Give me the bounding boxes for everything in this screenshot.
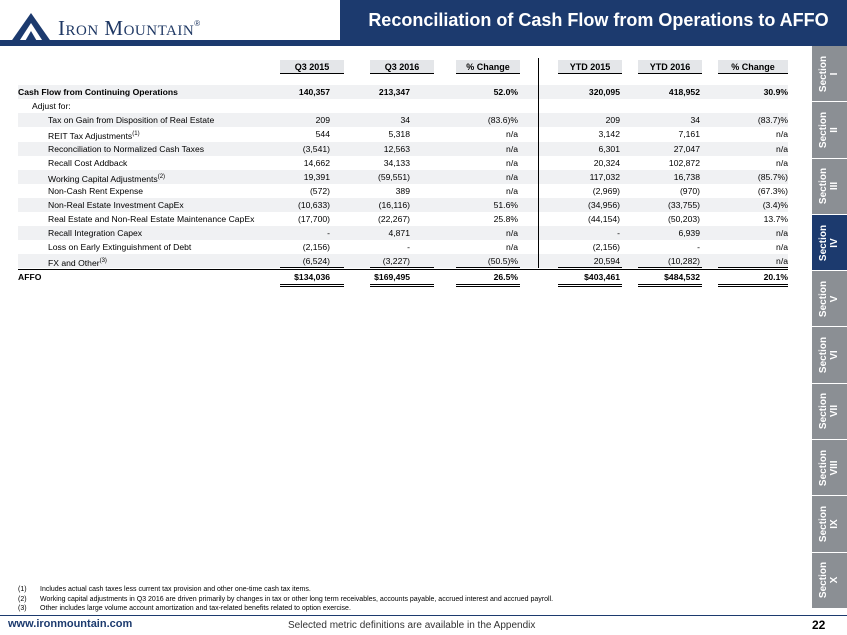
column-header: Q3 2016 (370, 60, 434, 74)
table-cell: (572) (309, 186, 330, 196)
table-cell: 3,142 (598, 129, 620, 139)
table-cell: 26.5% (493, 272, 518, 282)
table-cell: 14,662 (303, 158, 330, 168)
table-cell: $134,036 (294, 272, 330, 282)
table-cell: (10,633) (297, 200, 330, 210)
table-cell: n/a (506, 186, 518, 196)
table-cell: 117,032 (589, 172, 620, 182)
row-label (48, 127, 140, 143)
section-tab-v[interactable] (812, 271, 847, 327)
section-separator (538, 58, 539, 268)
table-cell: 209 (605, 115, 620, 125)
table-cell: 544 (315, 129, 330, 139)
section-number: V (829, 295, 841, 303)
section-number: X (829, 576, 841, 584)
table-cell: 16,738 (673, 172, 700, 182)
table-cell: 213,347 (378, 87, 410, 97)
section-tab-vi[interactable] (812, 327, 847, 383)
section-number: III (829, 182, 841, 191)
subtotal-rule (280, 267, 344, 268)
row-label-text: Reconciliation to Normalized Cash Taxes (48, 144, 205, 154)
table-row (18, 156, 788, 170)
row-label (48, 254, 107, 270)
table-row (18, 99, 788, 113)
table-cell: 30.9% (763, 87, 788, 97)
table-row (18, 170, 788, 184)
column-header: % Change (718, 60, 788, 74)
section-tab-label (819, 168, 841, 204)
table-cell: 6,939 (678, 228, 700, 238)
table-cell: 20.1% (763, 272, 788, 282)
table-cell: n/a (776, 228, 788, 238)
table-cell: (85.7%) (757, 172, 788, 182)
section-nav (812, 46, 847, 609)
table-cell: (22,267) (377, 214, 410, 224)
table-cell: (50.5)% (487, 256, 518, 266)
row-label-text: Adjust for: (32, 101, 71, 111)
footnotes (18, 585, 553, 614)
row-label (18, 85, 178, 99)
section-tab-iii[interactable] (812, 159, 847, 215)
table-row (18, 254, 788, 268)
section-tab-label (819, 450, 841, 486)
table-cell: 5,318 (388, 129, 410, 139)
row-label (32, 99, 71, 113)
section-tab-label (819, 112, 841, 148)
table-cell: 418,952 (668, 87, 700, 97)
section-tab-iv[interactable] (812, 215, 847, 271)
row-label-text: Non-Cash Rent Expense (48, 186, 144, 196)
table-cell: $169,495 (374, 272, 410, 282)
footnote (18, 604, 553, 614)
column-header: Q3 2015 (280, 60, 344, 74)
table-cell: n/a (776, 144, 788, 154)
total-double-rule (638, 284, 702, 287)
row-label-text: Cash Flow from Continuing Operations (18, 87, 178, 97)
section-tab-label (819, 337, 841, 373)
footer-url[interactable]: www.ironmountain.com (8, 618, 133, 630)
footer-note: Selected metric definitions are available in the Appendix (288, 620, 536, 631)
table-cell: 102,872 (668, 158, 700, 168)
table-cell: 320,095 (588, 87, 620, 97)
subtotal-rule (558, 267, 622, 268)
page-title: Reconciliation of Cash Flow from Operations to AFFO (340, 0, 847, 40)
table-row (18, 226, 788, 240)
footnote-number: (3) (18, 605, 27, 612)
row-label-text: Loss on Early Extinguishment of Debt (48, 242, 192, 252)
table-cell: (2,969) (592, 186, 620, 196)
footnote-ref: (1) (132, 131, 140, 137)
footnote-ref: (3) (99, 258, 107, 264)
table-cell: n/a (776, 256, 788, 266)
section-tab-label (819, 506, 841, 542)
table-cell: (3,227) (382, 256, 410, 266)
section-tab-ii[interactable] (812, 102, 847, 158)
row-label-text: REIT Tax Adjustments (48, 130, 133, 141)
section-word: Section (818, 168, 830, 205)
table-cell: (83.6)% (487, 115, 518, 125)
total-double-rule (456, 284, 520, 287)
table-cell: 20,324 (593, 158, 620, 168)
section-word: Section (818, 393, 830, 430)
section-word: Section (818, 280, 830, 317)
table-cell: (970) (679, 186, 700, 196)
row-label (48, 212, 254, 226)
row-label (48, 156, 127, 170)
table-cell: 27,047 (673, 144, 700, 154)
table-row (18, 85, 788, 99)
section-number: I (829, 72, 841, 76)
table-cell: (6,524) (302, 256, 330, 266)
table-cell: 4,871 (388, 228, 410, 238)
footnote-number: (1) (18, 586, 27, 593)
table-cell: (67.3%) (757, 186, 788, 196)
section-word: Section (818, 111, 830, 148)
table-cell: (50,203) (667, 214, 700, 224)
total-double-rule (718, 284, 788, 287)
logo-text: Iron Mountain (58, 15, 195, 40)
row-label-text: Real Estate and Non-Real Estate Maintenance CapEx (48, 214, 255, 224)
section-tab-label (819, 393, 841, 429)
table-row (18, 127, 788, 141)
row-label (18, 270, 41, 284)
table-cell: (10,282) (667, 256, 700, 266)
table-cell: 13.7% (763, 214, 788, 224)
footnote-number: (2) (18, 595, 27, 603)
section-tab-label (819, 56, 841, 92)
section-tab-x[interactable] (812, 553, 847, 609)
section-tab-label (819, 224, 841, 260)
table-cell: n/a (506, 242, 518, 252)
row-label (48, 198, 184, 212)
row-label-text: FX and Other (48, 257, 100, 268)
table-cell: (2,156) (302, 242, 330, 252)
column-header: YTD 2016 (638, 60, 702, 74)
row-label (48, 184, 143, 198)
table-cell: (16,116) (378, 200, 410, 210)
table-row (18, 113, 788, 127)
footnote (18, 595, 553, 605)
section-number: II (829, 127, 841, 133)
table-cell: 140,357 (298, 87, 330, 97)
footnote-text: Working capital adjustments in Q3 2016 are driven primarily by changes in tax or other long term receivables, accounts payable, accrued interest and accrued payroll. (40, 595, 554, 603)
table-row (18, 270, 788, 284)
table-cell: 51.6% (493, 200, 518, 210)
total-double-rule (280, 284, 344, 287)
table-cell: 34 (400, 115, 410, 125)
table-row (18, 212, 788, 226)
table-cell: 52.0% (493, 87, 518, 97)
section-tab-label (819, 281, 841, 317)
section-tab-viii[interactable] (812, 440, 847, 496)
total-double-rule (558, 284, 622, 287)
table-cell: - (617, 228, 620, 238)
row-label-text: Recall Cost Addback (48, 158, 128, 168)
section-word: Section (818, 562, 830, 599)
table-row (18, 198, 788, 212)
footnote-text: Other includes large volume account amortization and tax-related benefits related to option exercise. (40, 605, 351, 612)
section-word: Section (818, 224, 830, 261)
table-cell: - (327, 228, 330, 238)
table-cell: (34,956) (587, 200, 620, 210)
total-double-rule (370, 284, 434, 287)
section-word: Section (818, 55, 830, 92)
section-number: VI (829, 350, 841, 360)
row-label-text: AFFO (18, 272, 42, 282)
section-tab-i[interactable] (812, 46, 847, 102)
table-cell: (44,154) (587, 214, 620, 224)
row-label (48, 240, 191, 254)
table-cell: n/a (506, 129, 518, 139)
table-row (18, 142, 788, 156)
table-cell: 20,594 (593, 256, 620, 266)
table-cell: (59,551) (377, 172, 410, 182)
section-number: VIII (829, 460, 841, 476)
subtotal-rule (718, 267, 788, 268)
section-number: IX (829, 519, 841, 529)
table-cell: 19,391 (303, 172, 330, 182)
table-cell: 25.8% (493, 214, 518, 224)
table-cell: 209 (315, 115, 330, 125)
subtotal-rule (370, 267, 434, 268)
section-tab-label (819, 562, 841, 598)
footnote-text: Includes actual cash taxes less current tax provision and other one-time cash tax items. (40, 586, 311, 593)
section-number: IV (829, 237, 841, 248)
section-word: Section (818, 505, 830, 543)
section-word: Section (818, 337, 830, 374)
table-cell: $403,461 (584, 272, 620, 282)
footnote-ref: (2) (157, 174, 166, 180)
table-cell: n/a (776, 158, 788, 168)
row-label-text: Recall Integration Capex (48, 228, 143, 238)
table-cell: n/a (506, 144, 518, 154)
table-cell: n/a (506, 228, 518, 238)
table-row (18, 184, 788, 198)
table-cell: (3,541) (302, 144, 330, 154)
row-label-text: Non-Real Estate Investment CapEx (48, 200, 184, 210)
table-cell: $484,532 (664, 272, 700, 282)
table-cell: (2,156) (592, 242, 620, 252)
section-number: VII (829, 405, 841, 418)
footer-divider (0, 615, 847, 616)
row-label (48, 142, 204, 156)
page-number: 22 (812, 618, 826, 632)
row-label-text: Tax on Gain from Disposition of Real Estate (48, 115, 215, 125)
table-cell: 389 (395, 186, 410, 196)
table-cell: (33,755) (667, 200, 700, 210)
section-word: Section (818, 449, 830, 486)
table-cell: 12,563 (383, 144, 410, 154)
table-cell: (83.7)% (757, 115, 788, 125)
footnote (18, 585, 553, 595)
section-tab-ix[interactable] (812, 496, 847, 552)
table-row (18, 240, 788, 254)
table-cell: 34,133 (383, 158, 410, 168)
table-cell: n/a (506, 172, 518, 182)
table-cell: n/a (776, 129, 788, 139)
table-cell: (17,700) (297, 214, 330, 224)
table-cell: - (697, 242, 700, 252)
column-header: YTD 2015 (558, 60, 622, 74)
table-cell: n/a (776, 242, 788, 252)
table-cell: 6,301 (598, 144, 620, 154)
table-cell: 34 (690, 115, 700, 125)
row-label (48, 113, 214, 127)
affo-top-rule (18, 269, 788, 270)
table-cell: - (407, 242, 410, 252)
column-header: % Change (456, 60, 520, 74)
table-cell: 7,161 (678, 129, 700, 139)
row-label-text: Working Capital Adjustments (48, 173, 158, 184)
subtotal-rule (456, 267, 520, 268)
logo-registered-mark: ® (194, 18, 201, 28)
row-label (48, 226, 142, 240)
table-cell: n/a (506, 158, 518, 168)
table-cell: (3.4)% (762, 200, 788, 210)
section-tab-vii[interactable] (812, 384, 847, 440)
subtotal-rule (638, 267, 702, 268)
title-underline (0, 40, 847, 46)
